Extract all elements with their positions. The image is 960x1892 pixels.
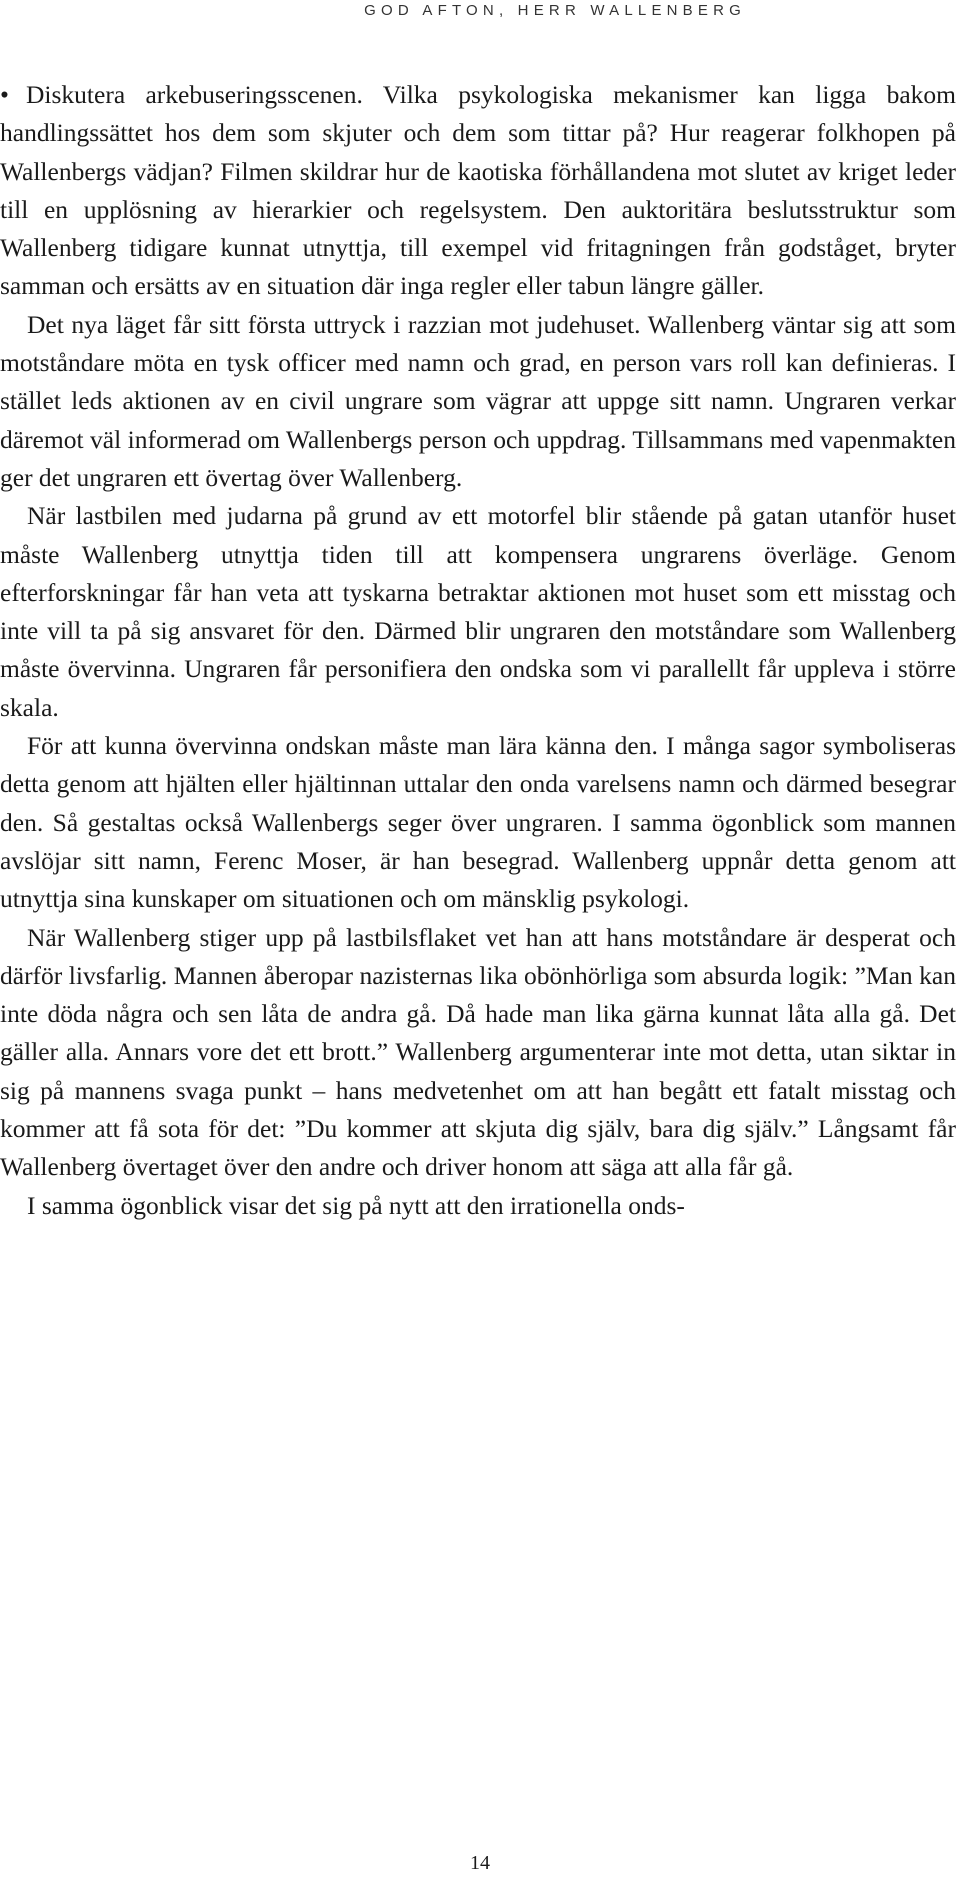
- paragraph: För att kunna övervinna ondskan måste man lära känna den. I många sagor symboliseras detta genom att hjälten eller hjältinnan uttalar den onda varelsens namn och därmed besegrar den. Så gestaltas också Wallenbergs seger över ungraren. I samma ögonblick som mannen avslöjar sitt namn, Ferenc Moser, är han besegrad. Wallenberg uppnår detta genom att utnyttja sina kunskaper om situationen och om mänsklig psykologi.: [0, 731, 956, 914]
- paragraph: När lastbilen med judarna på grund av ett motorfel blir stående på gatan utanför huset måste Wallenberg utnyttja tiden till att kompensera ungrarens överläge. Genom efterforskningar får han veta att tyskarna betraktar aktionen mot huset som ett misstag och inte vill ta på sig ansvaret för den. Därmed blir ungraren den motståndare som Wallenberg måste övervinna. Ungraren får personifiera den ondska som vi parallellt får uppleva i större skala.: [0, 501, 956, 722]
- bullet-icon: •: [0, 80, 9, 109]
- paragraph: I samma ögonblick visar det sig på nytt att den irrationella onds-: [27, 1190, 685, 1220]
- paragraph: När Wallenberg stiger upp på lastbilsflaket vet han att hans motståndare är desperat och därför livsfarlig. Mannen åberopar nazisternas lika obönhörliga som absurda logik: ”Man kan inte döda några och sen låta de andra gå. Då hade man lika gärna kunnat låta alla gå. Det gäller alla. Annars vore det ett brott.” Wallenberg argumenterar inte mot detta, utan siktar in sig på mannens svaga punkt – hans medvetenhet om att han begått ett fatalt misstag och kommer att få sota för det: ”Du kommer att skjuta dig själv, bara dig själv.” Långsamt får Wallenberg övertaget över den andre och driver honom att säga att alla får gå.: [0, 922, 956, 1182]
- paragraph-text: Diskutera arkebuseringsscenen. Vilka psykologiska mekanismer kan ligga bakom handlingssättet hos dem som skjuter och dem som tittar på? Hur reagerar folkhopen på Wallenbergs vädjan? Filmen skildrar hur de kaotiska förhållandena mot slutet av kriget leder till en upplösning av hierarkier och regelsystem. Den auktoritära beslutsstruktur som Wallenberg tidigare kunnat utnyttja, till exempel vid fritagningen från godståget, bryter samman och ersätts av en situation där inga regler eller tabun längre gäller.: [0, 80, 956, 301]
- running-header: GOD AFTON, HERR WALLENBERG: [364, 2, 746, 19]
- body-text: [0, 76, 956, 1225]
- bullet-paragraph: [0, 76, 956, 306]
- paragraph: Det nya läget får sitt första uttryck i razzian mot judehuset. Wallenberg väntar sig att som motståndare möta en tysk officer med namn och grad, en person vars roll kan definieras. I stället leds aktionen av en civil ungrare som vägrar att uppge sitt namn. Ungraren verkar däremot väl informerad om Wallenbergs person och uppdrag. Tillsammans med vapenmakten ger det ungraren ett övertag över Wallenberg.: [0, 309, 956, 492]
- page-number: 14: [470, 1852, 490, 1874]
